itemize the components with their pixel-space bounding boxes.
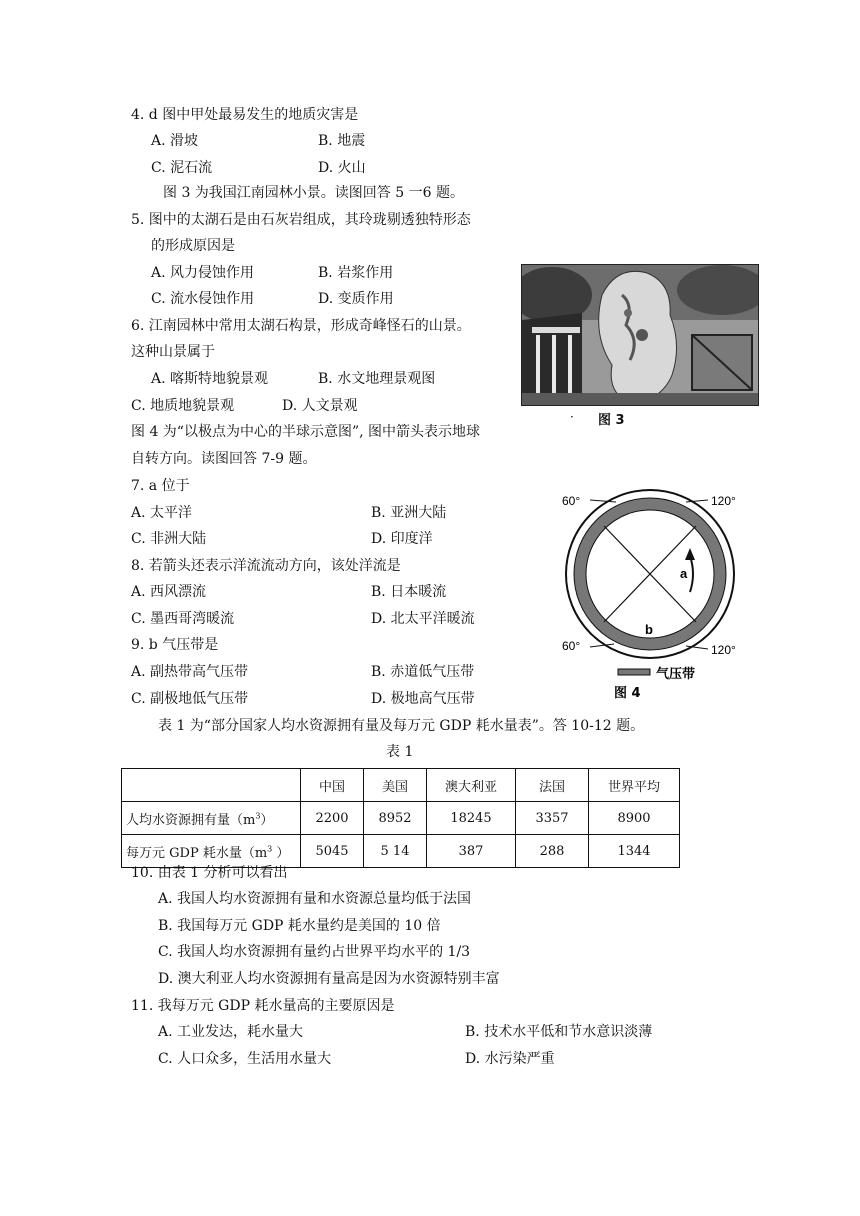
intro-5-6: 图 3 为我国江南园林小景。读图回答 5 一6 题。	[163, 185, 464, 201]
figure-3-mark: ·	[570, 410, 574, 424]
cell: 2200	[301, 802, 364, 835]
q7-option-c: C. 非洲大陆	[131, 531, 207, 547]
q5-option-c: C. 流水侵蚀作用	[151, 291, 255, 307]
q5-stem-line1: 5. 图中的太湖石是由石灰岩组成，其玲珑剔透独特形态	[131, 212, 471, 228]
cell: 1344	[589, 835, 680, 868]
q11-stem: 11. 我每万元 GDP 耗水量高的主要原因是	[131, 998, 395, 1014]
arrow-head-icon	[685, 548, 695, 560]
intro-10-12: 表 1 为“部分国家人均水资源拥有量及每万元 GDP 耗水量表”。答 10-12 题。	[158, 718, 645, 734]
table-1	[121, 768, 680, 868]
q10-option-c: C. 我国人均水资源拥有量约占世界平均水平的 1/3	[158, 944, 471, 960]
label-60-bottom: 60°	[562, 639, 581, 653]
q8-option-d: D. 北太平洋暖流	[371, 611, 475, 627]
q7-option-b: B. 亚洲大陆	[371, 505, 447, 521]
legend-swatch	[618, 669, 650, 675]
q6-stem-line2: 这种山景属于	[131, 344, 215, 360]
q7-stem: 7. a 位于	[131, 478, 190, 494]
q4-option-d: D. 火山	[318, 160, 366, 176]
label-b: b	[645, 622, 653, 637]
row-header-water-per-gdp	[122, 835, 301, 868]
cell: 387	[427, 835, 516, 868]
figure-4-hemisphere-diagram	[556, 484, 772, 702]
q4-option-b: B. 地震	[318, 133, 366, 149]
q8-option-a: A. 西风漂流	[131, 584, 207, 600]
q4-stem: 4. d 图中甲处最易发生的地质灾害是	[131, 107, 359, 123]
q10-option-a: A. 我国人均水资源拥有量和水资源总量均低于法国	[158, 891, 472, 907]
q5-stem-line2: 的形成原因是	[151, 238, 235, 254]
figure-3-caption: 图 3	[598, 413, 625, 428]
q8-option-b: B. 日本暖流	[371, 584, 447, 600]
cell: 288	[516, 835, 589, 868]
q9-option-d: D. 极地高气压带	[371, 691, 475, 707]
q4-option-a: A. 滑坡	[151, 133, 199, 149]
unit-superscript: 3	[255, 811, 261, 821]
q6-option-d: D. 人文景观	[282, 398, 358, 414]
q6-option-c: C. 地质地貌景观	[131, 398, 235, 414]
q7-option-d: D. 印度洋	[371, 531, 433, 547]
legend-label: 气压带	[656, 667, 696, 682]
cell: 8952	[364, 802, 427, 835]
unit-superscript: 3	[267, 844, 273, 854]
col-header-china: 中国	[301, 769, 364, 802]
q10-option-d: D. 澳大利亚人均水资源拥有量高是因为水资源特别丰富	[158, 971, 500, 987]
label-120-top: 120°	[711, 494, 736, 508]
row-header-water-per-capita	[122, 802, 301, 835]
q10-option-b: B. 我国每万元 GDP 耗水量约是美国的 10 倍	[158, 918, 441, 934]
q9-option-c: C. 副极地低气压带	[131, 691, 249, 707]
q10-stem: 10. 由表 1 分析可以看出	[131, 865, 288, 881]
col-header-australia: 澳大利亚	[427, 769, 516, 802]
cell: 5 14	[364, 835, 427, 868]
leader-line-tl	[590, 500, 616, 502]
table-header-row	[122, 769, 680, 802]
label-a: a	[680, 566, 688, 581]
intro-7-9-line1: 图 4 为“以极点为中心的半球示意图”, 图中箭头表示地球	[131, 424, 481, 440]
q6-option-b: B. 水文地理景观图	[318, 371, 436, 387]
garden-scene-image	[522, 265, 758, 405]
row-label-close: ）	[260, 812, 274, 828]
q4-option-c: C. 泥石流	[151, 160, 213, 176]
q11-option-d: D. 水污染严重	[465, 1051, 555, 1067]
q11-option-c: C. 人口众多，生活用水量大	[158, 1051, 332, 1067]
table-row	[122, 835, 680, 868]
table-corner-cell	[122, 769, 301, 802]
col-header-france: 法国	[516, 769, 589, 802]
figure-4-caption: 图 4	[614, 686, 641, 701]
cell: 18245	[427, 802, 516, 835]
q11-option-a: A. 工业发达，耗水量大	[158, 1024, 304, 1040]
q5-option-d: D. 变质作用	[318, 291, 394, 307]
cell: 8900	[589, 802, 680, 835]
q6-stem-line1: 6. 江南园林中常用太湖石构景，形成奇峰怪石的山景。	[131, 318, 471, 334]
label-120-bottom: 120°	[711, 643, 736, 657]
q9-option-b: B. 赤道低气压带	[371, 664, 475, 680]
table-row	[122, 802, 680, 835]
table-1-title: 表 1	[386, 744, 414, 760]
q5-option-a: A. 风力侵蚀作用	[151, 265, 255, 281]
cell: 3357	[516, 802, 589, 835]
row-label-close: ）	[272, 845, 290, 861]
q6-option-a: A. 喀斯特地貌景观	[151, 371, 269, 387]
cell: 5045	[301, 835, 364, 868]
intro-7-9-line2: 自转方向。读图回答 7-9 题。	[131, 451, 317, 467]
row-label: 人均水资源拥有量（m	[126, 812, 256, 828]
q11-option-b: B. 技术水平低和节水意识淡薄	[465, 1024, 653, 1040]
rotation-arrow-icon	[690, 556, 693, 592]
q9-stem: 9. b 气压带是	[131, 637, 219, 653]
col-header-world: 世界平均	[589, 769, 680, 802]
q8-stem: 8. 若箭头还表示洋流流动方向，该处洋流是	[131, 558, 401, 574]
leader-line-bl	[590, 644, 614, 647]
figure-3-photo	[521, 264, 759, 406]
q5-option-b: B. 岩浆作用	[318, 265, 394, 281]
q9-option-a: A. 副热带高气压带	[131, 664, 249, 680]
q8-option-c: C. 墨西哥湾暖流	[131, 611, 235, 627]
row-label: 每万元 GDP 耗水量（m	[126, 845, 268, 861]
label-60-top: 60°	[562, 494, 581, 508]
q7-option-a: A. 太平洋	[131, 505, 193, 521]
col-header-usa: 美国	[364, 769, 427, 802]
